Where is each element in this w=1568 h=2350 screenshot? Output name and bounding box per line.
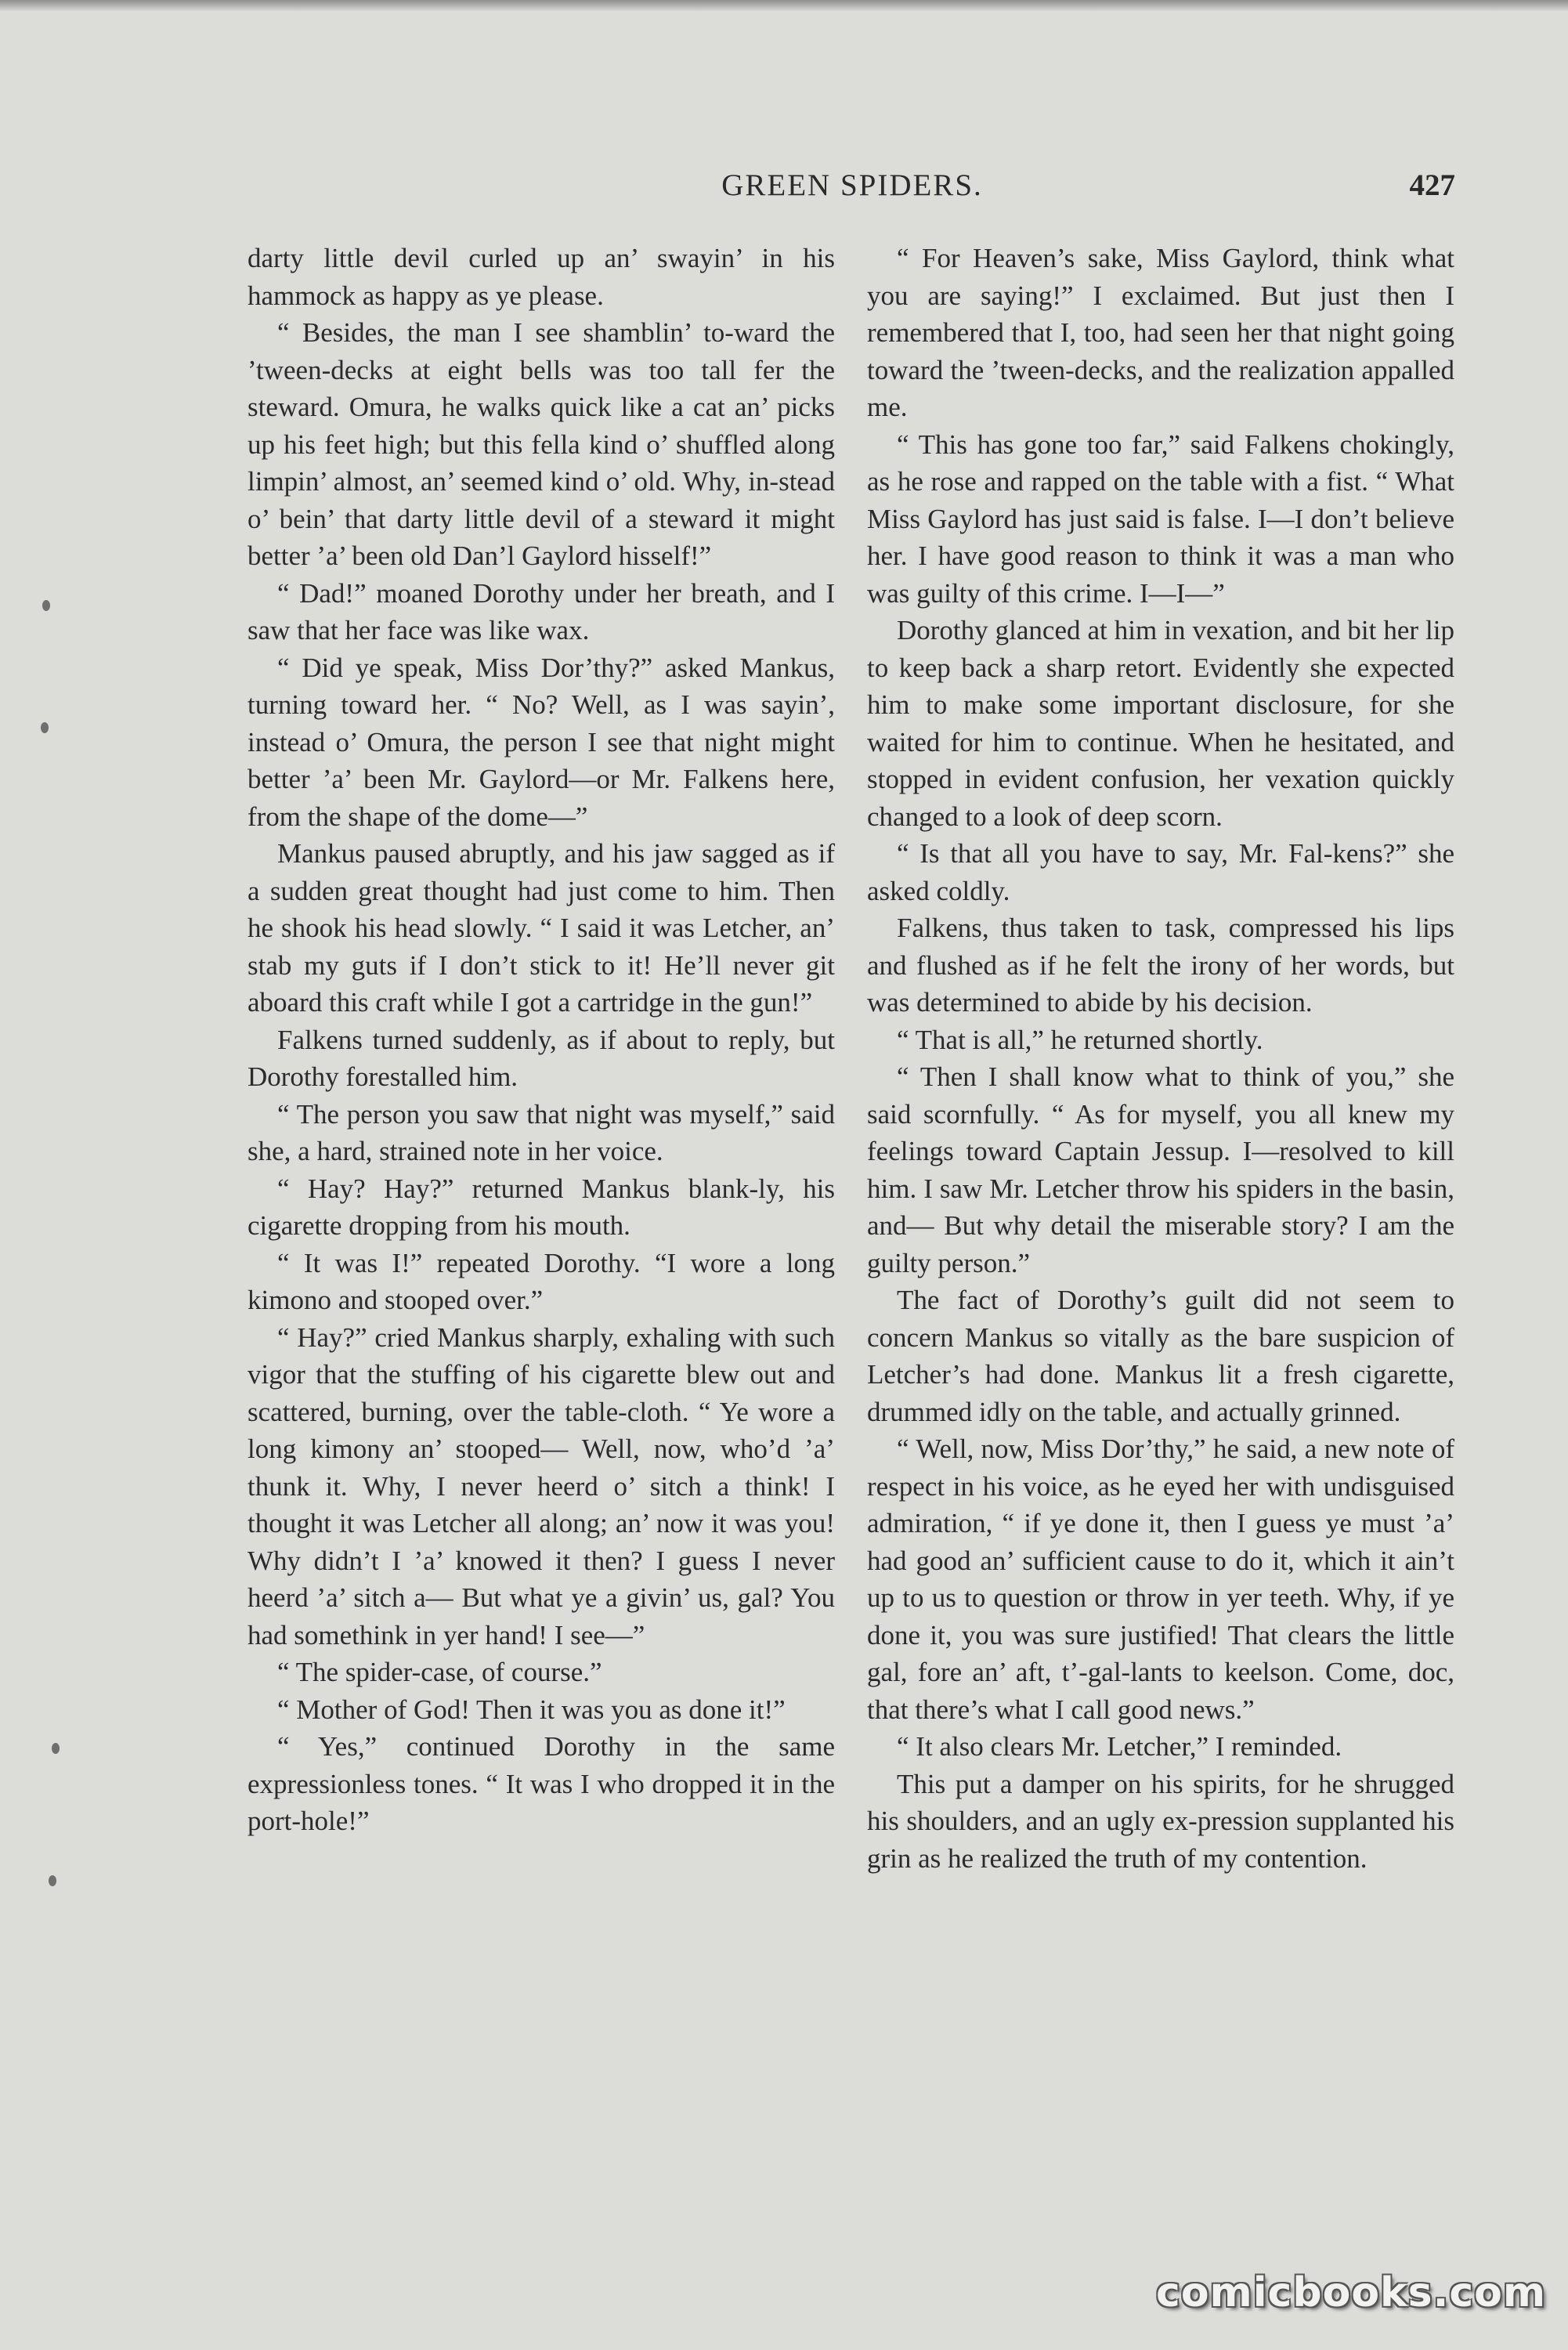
paragraph: “ Hay? Hay?” returned Mankus blank-ly, his cigarette dropping from his mouth. — [247, 1173, 835, 1241]
paragraph: “ Hay?” cried Mankus sharply, exhaling with such vigor that the stuffing of his cigarette blew out and scattered, burning, over the table-cloth. “ Ye wore a long kimony an’ stooped— Well, now, who’d ’a’ thunk it. Why, I never heerd o’ sitch a think! I thought it was Letcher all along; an’ now it was you! Why didn’t I ’a’ knowed it then? I guess I never heerd ’a’ sitch a— But what ye a givin’ us, gal? You had somethink in yer hand! I see—” — [247, 1321, 835, 1650]
paragraph: “ The spider-case, of course.” — [277, 1657, 602, 1687]
paragraph: “ Well, now, Miss Dor’thy,” he said, a new note of respect in his voice, as he eyed her with undisguised admiration, “ if ye done it, then I guess ye must ’a’ had good an’ sufficient cause to do it, which it ain’t up to us to question or throw in yer teeth. Why, if ye done it, you was sure justified! That clears the little gal, fore an’ aft, t’-gal-lants to keelson. Come, doc, that there’s what I call good news.” — [867, 1434, 1454, 1725]
paragraph: “ Besides, the man I see shamblin’ to-ward the ’tween-decks at eight bells was too tall fer the steward. Omura, he walks quick like a cat an’ picks up his feet high; but this fella kind o’ shuffled along limpin’ almost, an’ seemed kind o’ old. Why, in-stead o’ bein’ that darty little devil of a steward it might better ’a’ been old Dan’l Gaylord hisself!” — [247, 317, 835, 571]
left-text-column — [247, 240, 835, 1840]
watermark-logo: comicbooks.com — [1156, 2269, 1547, 2316]
running-title: GREEN SPIDERS. — [721, 168, 983, 202]
binding-hole — [49, 1875, 56, 1886]
paragraph: “ Yes,” continued Dorothy in the same expressionless tones. “ It was I who dropped it in the port-hole!” — [247, 1731, 835, 1836]
right-text-column — [867, 240, 1454, 1877]
paragraph: “ Then I shall know what to think of you,” she said scornfully. “ As for myself, you all knew my feelings toward Captain Jessup. I—resolved to kill him. I saw Mr. Letcher throw his spiders in the basin, and— But why detail the miserable story? I am the guilty person.” — [867, 1061, 1454, 1278]
paragraph: “ Dad!” moaned Dorothy under her breath, and I saw that her face was like wax. — [247, 577, 835, 645]
paragraph: Dorothy glanced at him in vexation, and bit her lip to keep back a sharp retort. Evidently she expected him to make some important disclosure, for she waited for him to continue. When he hesitated, and stopped in evident confusion, her vexation quickly changed to a look of deep scorn. — [867, 615, 1454, 832]
binding-hole — [52, 1743, 60, 1754]
paragraph: Mankus paused abruptly, and his jaw sagged as if a sudden great thought had just come to him. Then he shook his head slowly. “ I said it was Letcher, an’ stab my guts if I don’t stick to it! He’ll never git aboard this craft while I got a cartridge in the gun!” — [247, 838, 835, 1018]
paragraph: The fact of Dorothy’s guilt did not seem to concern Mankus so vitally as the bare suspicion of Letcher’s had done. Mankus lit a fresh cigarette, drummed idly on the table, and actually grinned. — [867, 1285, 1454, 1427]
paragraph: “ It was I!” repeated Dorothy. “I wore a long kimono and stooped over.” — [247, 1247, 835, 1315]
paragraph: “ Mother of God! Then it was you as done it!” — [277, 1694, 786, 1725]
binding-hole — [42, 600, 50, 611]
paragraph: Falkens turned suddenly, as if about to reply, but Dorothy forestalled him. — [247, 1024, 835, 1092]
paragraph: “ The person you saw that night was myself,” said she, a hard, strained note in her voice. — [247, 1098, 835, 1166]
page-top-edge — [0, 0, 1568, 11]
paragraph: “ For Heaven’s sake, Miss Gaylord, think what you are saying!” I exclaimed. But just then I remembered that I, too, had seen her that night going toward the ’tween-decks, and the realization appalled me. — [867, 243, 1454, 422]
paragraph: Falkens, thus taken to task, compressed his lips and flushed as if he felt the irony of her words, but was determined to abide by his decision. — [867, 913, 1454, 1018]
page-header — [249, 168, 1455, 215]
paragraph: “ Did ye speak, Miss Dor’thy?” asked Mankus, turning toward her. “ No? Well, as I was sayin’, instead o’ Omura, the person I see that night might better ’a’ been Mr. Gaylord—or Mr. Falkens here, from the shape of the dome—” — [247, 652, 835, 832]
paragraph: This put a damper on his spirits, for he shrugged his shoulders, and an ugly ex-pression supplanted his grin as he realized the truth of my contention. — [867, 1768, 1454, 1874]
binding-hole — [41, 722, 49, 733]
paragraph: darty little devil curled up an’ swayin’ in his hammock as happy as ye please. — [247, 243, 835, 311]
paragraph: “ It also clears Mr. Letcher,” I reminded. — [897, 1731, 1342, 1762]
paragraph: “ Is that all you have to say, Mr. Fal-kens?” she asked coldly. — [867, 838, 1454, 906]
paragraph: “ This has gone too far,” said Falkens chokingly, as he rose and rapped on the table with a fist. “ What Miss Gaylord has just said is false. I—I don’t believe her. I have good reason to think it was a man who was guilty of this crime. I—I—” — [867, 428, 1454, 609]
paragraph: “ That is all,” he returned shortly. — [897, 1024, 1263, 1055]
page-number: 427 — [1409, 168, 1455, 202]
